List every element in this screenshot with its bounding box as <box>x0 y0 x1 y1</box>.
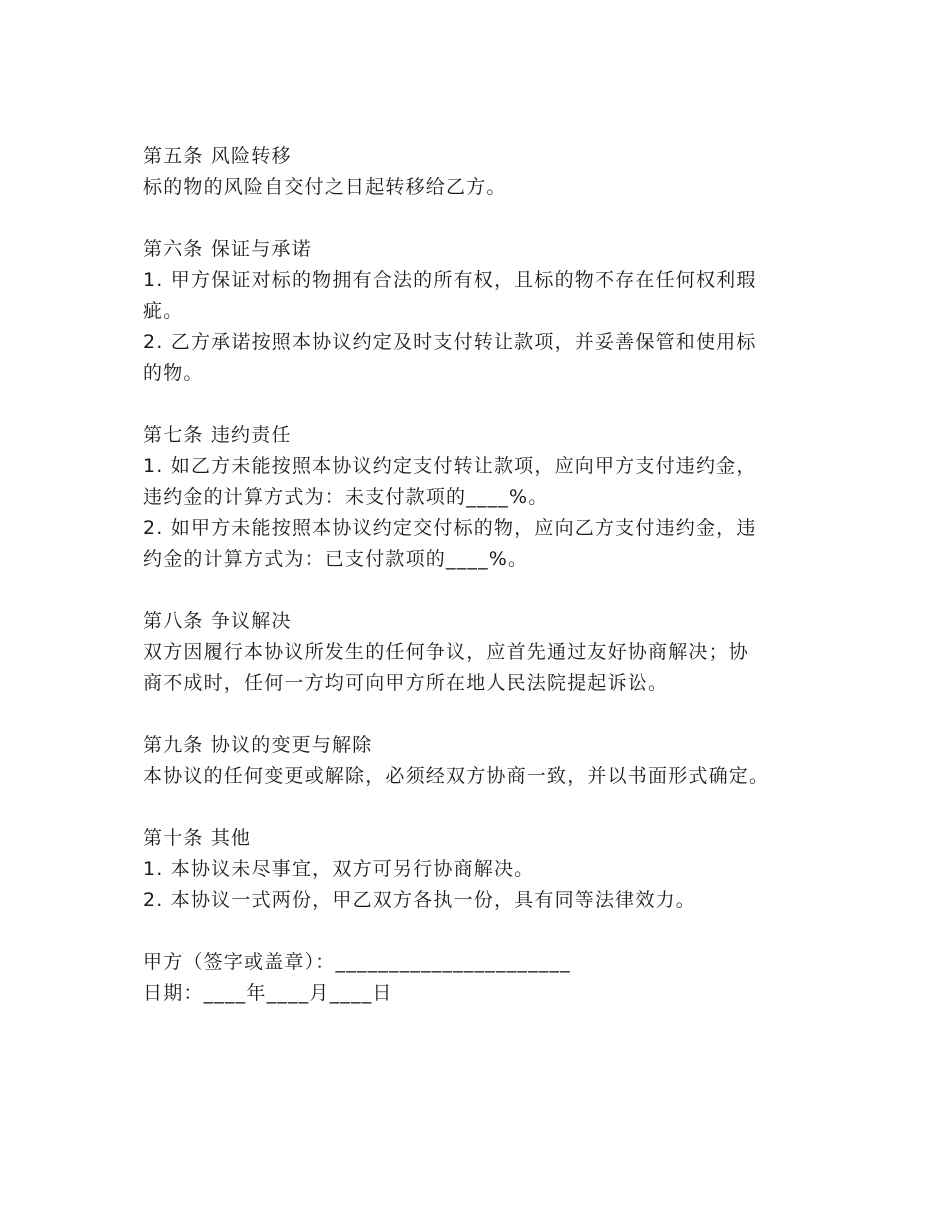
article-text-line: 2. 乙方承诺按照本协议约定及时支付转让款项，并妥善保管和使用标 <box>143 331 757 353</box>
article-text-line: 1. 甲方保证对标的物拥有合法的所有权，且标的物不存在任何权利瑕 <box>143 269 757 291</box>
article-heading: 第五条 风险转移 <box>143 145 292 167</box>
article-text-line: 标的物的风险自交付之日起转移给乙方。 <box>143 176 507 198</box>
article-10 <box>143 823 843 916</box>
article-text-line: 约金的计算方式为：已支付款项的____%。 <box>143 548 529 570</box>
article-heading: 第九条 协议的变更与解除 <box>143 734 373 756</box>
article-text-line: 的物。 <box>143 362 204 384</box>
article-text-line: 2. 如甲方未能按照本协议约定交付标的物，应向乙方支付违约金，违 <box>143 517 757 539</box>
article-text-line: 违约金的计算方式为：未支付款项的____%。 <box>143 486 549 508</box>
article-6 <box>143 234 843 389</box>
article-text-line: 商不成时，任何一方均可向甲方所在地人民法院提起诉讼。 <box>143 672 669 694</box>
article-9 <box>143 730 843 792</box>
signature-date-line: 日期：____年____月____日 <box>143 982 393 1004</box>
article-5 <box>143 141 843 203</box>
article-text-line: 疵。 <box>143 300 184 322</box>
signature-block <box>143 947 843 1009</box>
party-a-signature-line: 甲方（签字或盖章）：______________________ <box>143 951 571 973</box>
article-text-line: 1. 本协议未尽事宜，双方可另行协商解决。 <box>143 858 535 880</box>
article-text-line: 双方因履行本协议所发生的任何争议，应首先通过友好协商解决；协 <box>143 641 750 663</box>
article-text-line: 本协议的任何变更或解除，必须经双方协商一致，并以书面形式确定。 <box>143 765 770 787</box>
article-heading: 第十条 其他 <box>143 827 252 849</box>
article-8 <box>143 606 843 699</box>
article-heading: 第八条 争议解决 <box>143 610 292 632</box>
article-heading: 第七条 违约责任 <box>143 424 292 446</box>
article-text-line: 1. 如乙方未能按照本协议约定支付转让款项，应向甲方支付违约金， <box>143 455 757 477</box>
article-7 <box>143 420 843 575</box>
article-heading: 第六条 保证与承诺 <box>143 238 312 260</box>
article-text-line: 2. 本协议一式两份，甲乙双方各执一份，具有同等法律效力。 <box>143 889 696 911</box>
document-body <box>143 141 843 1009</box>
